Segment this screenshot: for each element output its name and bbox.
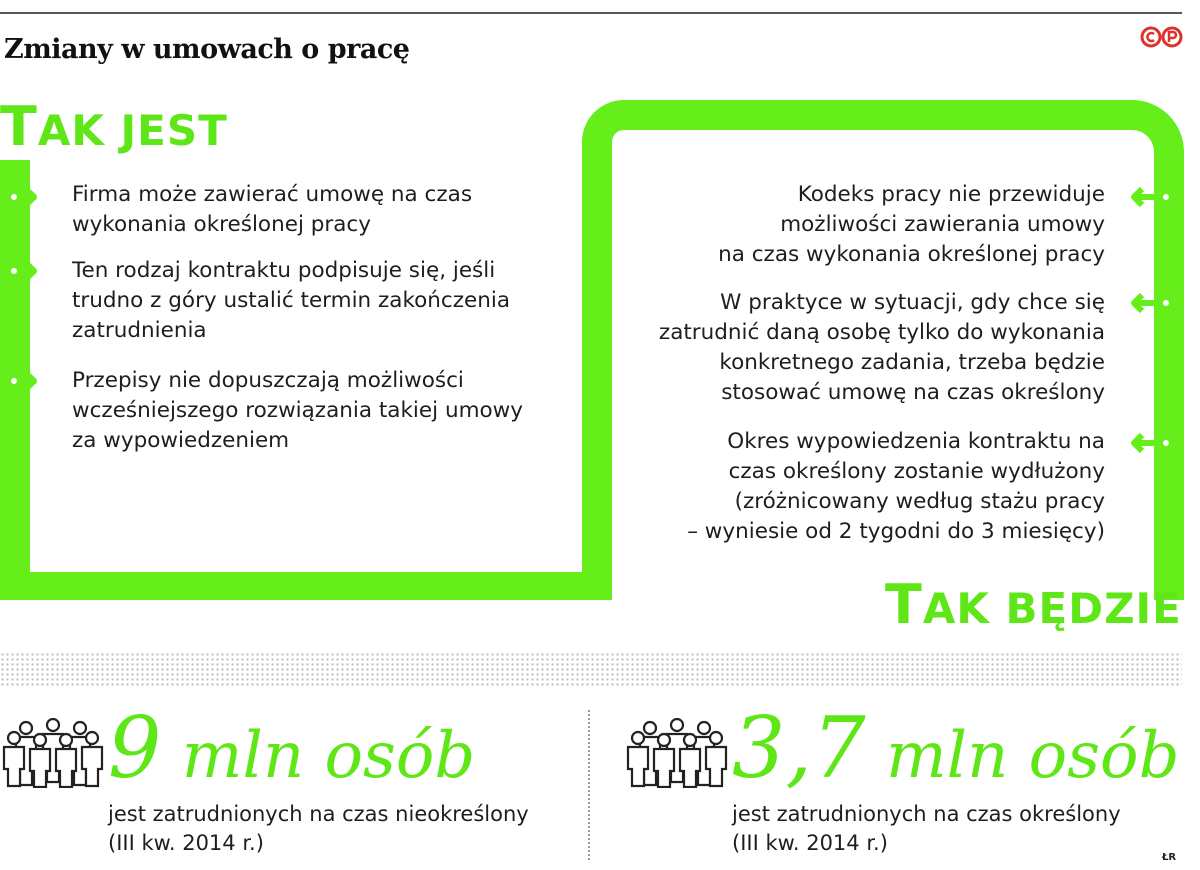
arrow-left-icon: [1122, 290, 1172, 316]
heading-tak-jest: TAK JEST: [0, 95, 228, 158]
arrow-left-icon: [1122, 184, 1172, 210]
current-rule-item: Przepisy nie dopuszczają możliwości wcześniejszego rozwiązania takiej umowy za wypowiedzeniem: [72, 368, 523, 453]
green-bar-bottom: [0, 572, 612, 600]
stat-permanent-number: 9 mln osób: [108, 699, 476, 797]
arrow-right-icon: [0, 258, 50, 284]
arrow-right-icon: [0, 368, 50, 394]
top-rule: [0, 12, 1182, 14]
future-rule-item: Okres wypowiedzenia kontraktu na czas określony zostanie wydłużony (zróżnicowany według stażu pracy – wyniesie od 2 tygodni do 3 miesięcy): [687, 429, 1105, 544]
heading-tak-bedzie: TAK BĘDZIE: [885, 573, 1182, 636]
stat-fixed-term-description: jest zatrudnionych na czas określony (III kw. 2014 r.): [732, 802, 1121, 855]
future-rule-item: W praktyce w sytuacji, gdy chce się zatrudnić daną osobę tylko do wykonania konkretnego zadania, trzeba będzie stosować umowę na czas określony: [658, 290, 1105, 405]
stats-divider: [588, 710, 590, 860]
page-title: Zmiany w umowach o pracę: [4, 34, 410, 65]
stat-fixed-term-number: 3,7 mln osób: [732, 699, 1180, 797]
stat-permanent-description: jest zatrudnionych na czas nieokreślony (III kw. 2014 r.): [108, 802, 529, 855]
arrow-right-icon: [0, 184, 50, 210]
current-rule-item: Firma może zawierać umowę na czas wykonania określonej pracy: [72, 182, 473, 237]
arrow-left-icon: [1122, 430, 1172, 456]
author-credit: ŁR: [1162, 852, 1177, 863]
publisher-logo: [1140, 26, 1184, 48]
people-icon: [626, 718, 728, 788]
current-rule-item: Ten rodzaj kontraktu podpisuje się, jeśli trudno z góry ustalić termin zakończenia zatrudnienia: [72, 258, 511, 343]
future-rule-item: Kodeks pracy nie przewiduje możliwości zawierania umowy na czas wykonania określonej pracy: [718, 182, 1105, 267]
dotted-separator: [0, 652, 1182, 688]
green-bar-right: [1154, 400, 1184, 555]
people-icon: [2, 718, 104, 788]
